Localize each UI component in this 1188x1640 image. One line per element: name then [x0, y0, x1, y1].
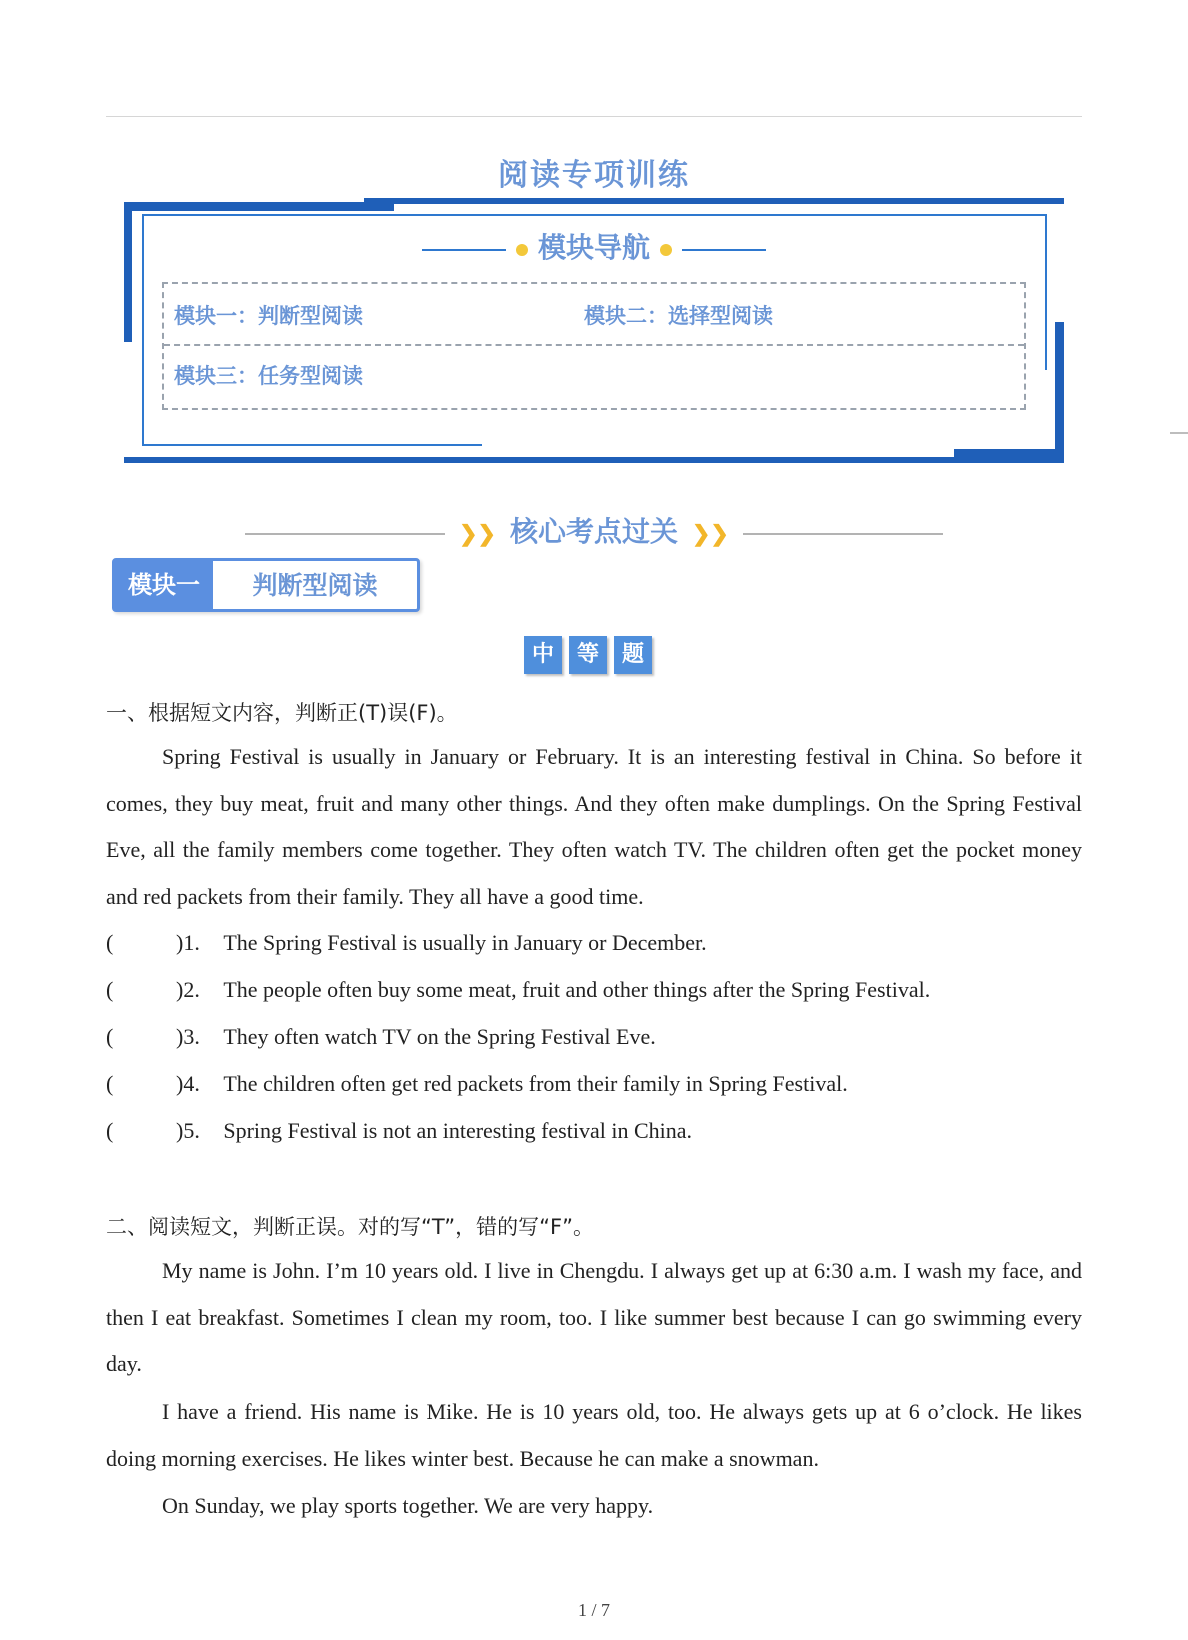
- section-1-passage: Spring Festival is usually in January or February. It is an interesting festival in China. So before it comes, they buy meat, fruit and many other things. And they often make dumplings. On the Spring Festival Eve, all the family members come together. They often watch TV. The children often get the pocket money and red packets from their family. They all have a good time.: [106, 744, 1082, 909]
- difficulty-badges: [524, 636, 659, 674]
- difficulty-badge: 中: [524, 636, 562, 674]
- module-tab: [112, 558, 420, 612]
- document-title: 阅读专项训练: [498, 158, 690, 193]
- margin-mark: [1170, 432, 1188, 434]
- double-chevron-icon: ❯❯: [459, 520, 496, 547]
- page-number: 1 / 7: [577, 1600, 610, 1620]
- nav-heading: 模块导航: [124, 226, 1064, 266]
- question-item: ( )3. They often watch TV on the Spring Festival Eve.: [106, 1024, 656, 1049]
- section-2-paragraph: I have a friend. His name is Mike. He is 10 years old, too. He always gets up at 6 o’clock. He likes doing morning exercises. He likes winter best. Because he can make a snowman.: [106, 1399, 1082, 1471]
- section-1-heading: 一、根据短文内容，判断正(T)误(F)。: [106, 701, 458, 725]
- nav-item-box: [162, 282, 1026, 410]
- nav-item-module-3[interactable]: 模块三：任务型阅读: [174, 363, 363, 388]
- question-item: ( )5. Spring Festival is not an interesting festival in China.: [106, 1118, 692, 1143]
- module-tab-label: 模块一: [115, 561, 213, 609]
- difficulty-badge: 等: [569, 636, 607, 674]
- dot-icon: [516, 244, 528, 256]
- nav-item-module-1[interactable]: 模块一：判断型阅读: [174, 303, 363, 328]
- core-banner: ❯❯ 核心考点过关 ❯❯: [0, 510, 1188, 550]
- nav-item-module-2[interactable]: 模块二：选择型阅读: [584, 303, 773, 328]
- section-2-paragraph: On Sunday, we play sports together. We are very happy.: [162, 1493, 654, 1518]
- module-tab-title: 判断型阅读: [252, 571, 378, 600]
- difficulty-badge: 题: [614, 636, 652, 674]
- section-2-heading: 二、阅读短文，判断正误。对的写“T”，错的写“F”。: [106, 1215, 594, 1239]
- header-rule: [106, 116, 1082, 117]
- double-chevron-icon: ❯❯: [692, 520, 729, 547]
- question-item: ( )1. The Spring Festival is usually in January or December.: [106, 930, 707, 955]
- section-2-paragraph: My name is John. I’m 10 years old. I live in Chengdu. I always get up at 6:30 a.m. I wash my face, and then I eat breakfast. Sometimes I clean my room, too. I like summer best because I can go swimming every day.: [106, 1258, 1082, 1376]
- module-navigation-panel: [124, 198, 1064, 463]
- question-item: ( )4. The children often get red packets from their family in Spring Festival.: [106, 1071, 848, 1096]
- question-item: ( )2. The people often buy some meat, fruit and other things after the Spring Festival.: [106, 977, 931, 1002]
- dot-icon: [660, 244, 672, 256]
